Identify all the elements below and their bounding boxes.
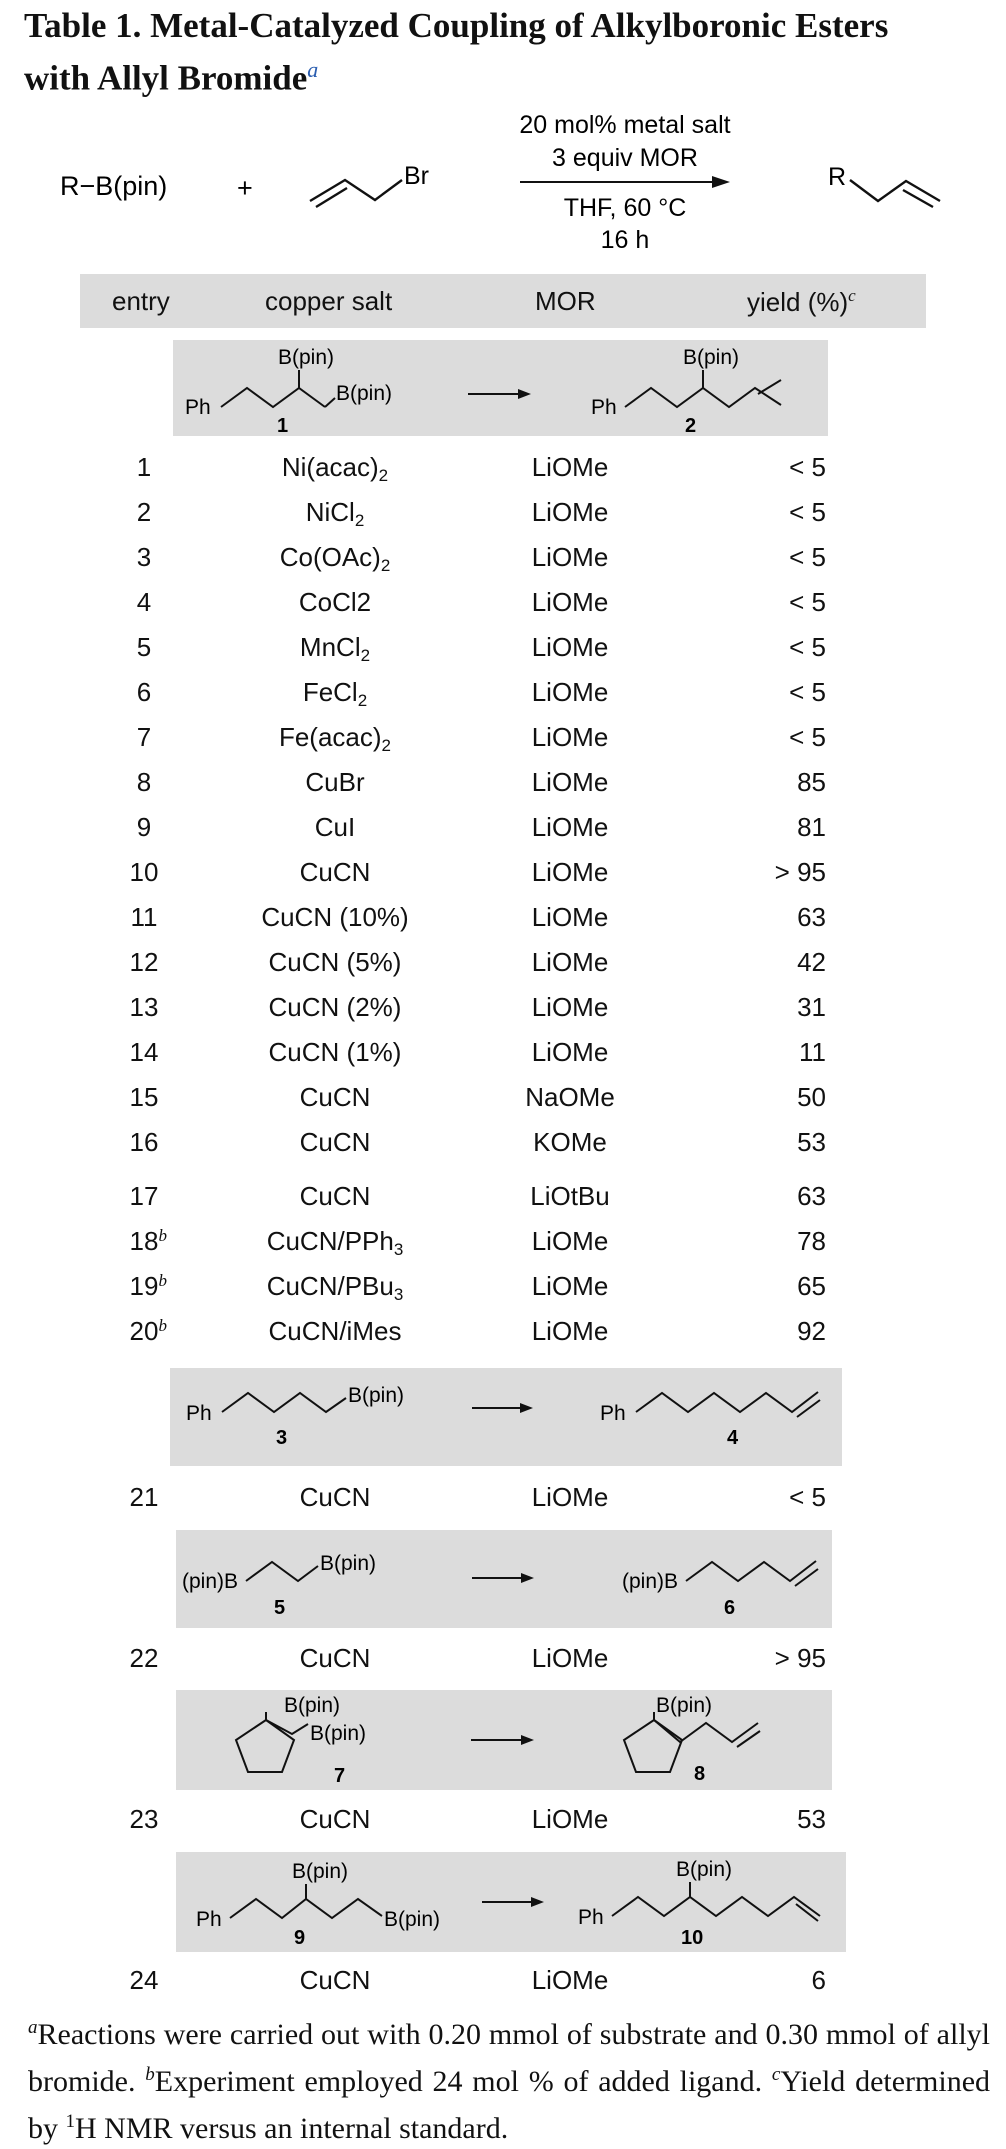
- table-row: 20 b CuCN/iMes LiOMe 92: [129, 1316, 826, 1346]
- svg-text:B(pin): B(pin): [284, 1694, 341, 1717]
- svg-text:4: 4: [727, 1427, 739, 1449]
- scheme-substrate-5-to-6: [176, 1530, 832, 1628]
- table-row: 12 CuCN (5%) LiOMe 42: [129, 947, 826, 977]
- table-row: 21 CuCN LiOMe < 5: [129, 1482, 826, 1512]
- scheme-substrate-1-to-2: [173, 340, 828, 436]
- table-row: 17 CuCN LiOtBu 63: [129, 1181, 826, 1211]
- svg-text:B(pin): B(pin): [310, 1722, 367, 1745]
- header-copper-salt: copper salt: [265, 286, 393, 316]
- table-row: 13 CuCN (2%) LiOMe 31: [129, 992, 826, 1022]
- title-footnote-mark: a: [307, 57, 319, 82]
- svg-text:1: 1: [277, 415, 289, 436]
- table-title-line1: Table 1. Metal-Catalyzed Coupling of Alkylboronic Esters: [24, 6, 889, 45]
- table-row: 4 CoCl2 LiOMe < 5: [136, 587, 826, 617]
- product-r-label: R: [828, 163, 847, 191]
- svg-text:10: 10: [681, 1927, 704, 1949]
- scheme-plus: +: [237, 173, 253, 203]
- scheme-substrate-9-to-10: [176, 1852, 846, 1952]
- product-allyl-structure: [850, 180, 940, 201]
- table-row: 8 CuBr LiOMe 85: [136, 767, 826, 797]
- header-mor: MOR: [535, 286, 596, 316]
- table-row: 6 FeCl$_2$ LiOMe < 5: [136, 677, 826, 710]
- table-footnotes: $^a$Reactions were carried out with 0.20 mmol of substrate and 0.30 mmol of allyl bromide. $^b$Experiment employed 24 mol % of added ligand. $^c$Yield determined by $^1$H NMR versus an internal standard.: [28, 2017, 991, 2145]
- table-row: 15 CuCN NaOMe 50: [129, 1082, 826, 1112]
- svg-text:Ph: Ph: [185, 396, 211, 419]
- svg-text:(pin)B: (pin)B: [182, 1570, 239, 1593]
- svg-text:7: 7: [334, 1765, 346, 1787]
- svg-text:5: 5: [274, 1597, 286, 1619]
- condition-1: 20 mol% metal salt: [519, 111, 731, 139]
- svg-text:Ph: Ph: [186, 1402, 212, 1425]
- svg-text:B(pin): B(pin): [676, 1858, 733, 1881]
- table-row: 14 CuCN (1%) LiOMe 11: [129, 1037, 826, 1067]
- condition-2: 3 equiv MOR: [552, 144, 698, 172]
- table-row: 22 CuCN LiOMe > 95: [129, 1643, 826, 1673]
- table-row: 10 CuCN LiOMe > 95: [129, 857, 826, 887]
- svg-text:Ph: Ph: [591, 396, 617, 419]
- svg-text:B(pin): B(pin): [278, 346, 335, 369]
- svg-text:3: 3: [276, 1427, 288, 1449]
- svg-text:(pin)B: (pin)B: [622, 1570, 679, 1593]
- svg-text:Ph: Ph: [196, 1908, 222, 1931]
- condition-3: THF, 60 °C: [563, 194, 687, 222]
- svg-text:B(pin): B(pin): [384, 1908, 441, 1931]
- header-yield: yield (%)$^c$: [747, 286, 856, 317]
- table-row: 5 MnCl$_2$ LiOMe < 5: [136, 632, 826, 665]
- svg-text:6: 6: [724, 1597, 736, 1619]
- svg-text:2: 2: [685, 415, 697, 436]
- svg-text:Ph: Ph: [578, 1906, 604, 1929]
- header-yield-footnote-mark: c: [848, 286, 856, 305]
- allyl-br-label: Br: [404, 162, 429, 190]
- footnote-c: Yield determined by $^1$H NMR versus an internal standard.: [28, 2065, 991, 2145]
- table-row: 1 $Ni(acac)_2$ LiOMe < 5: [136, 452, 826, 485]
- allyl-bromide-structure: [310, 180, 402, 201]
- table-row: 2 NiCl$_2$ LiOMe < 5: [136, 497, 826, 530]
- svg-text:B(pin): B(pin): [320, 1552, 377, 1575]
- table-row: 23 CuCN LiOMe 53: [129, 1804, 826, 1834]
- svg-text:B(pin): B(pin): [292, 1860, 349, 1883]
- svg-text:B(pin): B(pin): [348, 1384, 405, 1407]
- table-row: 18 b CuCN/PPh$_3$ LiOMe 78: [129, 1226, 826, 1259]
- table-row: 24 CuCN LiOMe 6: [129, 1965, 826, 1995]
- svg-text:9: 9: [294, 1927, 306, 1949]
- svg-text:8: 8: [694, 1763, 706, 1785]
- condition-4: 16 h: [600, 226, 650, 254]
- reaction-arrowhead: [712, 176, 730, 188]
- table-row: 16 CuCN KOMe 53: [129, 1127, 826, 1157]
- table-title-line2: with Allyl Bromide$^a$: [24, 57, 319, 98]
- table-row: 9 CuI LiOMe 81: [136, 812, 826, 842]
- table-row: 3 $Co(OAc)_2$ LiOMe < 5: [136, 542, 826, 575]
- table-row: 11 CuCN (10%) LiOMe 63: [130, 902, 826, 932]
- svg-text:Ph: Ph: [600, 1402, 626, 1425]
- svg-text:B(pin): B(pin): [683, 346, 740, 369]
- scheme-reagent: R−B(pin): [60, 171, 168, 201]
- footnote-b: Experiment employed 24 mol % of added ligand.: [154, 2065, 763, 2098]
- reaction-scheme: [0, 100, 1006, 270]
- table-row: 19 b CuCN/PBu$_3$ LiOMe 65: [129, 1271, 826, 1304]
- svg-text:B(pin): B(pin): [656, 1694, 713, 1717]
- table-title: [24, 4, 994, 101]
- scheme-substrate-3-to-4: [170, 1368, 842, 1466]
- svg-text:B(pin): B(pin): [336, 382, 393, 405]
- table-row: 7 $Fe(acac)_2$ LiOMe < 5: [136, 722, 826, 755]
- footnote-a: Reactions were carried out with 0.20 mmol of substrate and 0.30 mmol of allyl bromide.: [28, 2018, 990, 2098]
- scheme-substrate-7-to-8: [176, 1690, 832, 1790]
- header-entry: entry: [112, 286, 170, 316]
